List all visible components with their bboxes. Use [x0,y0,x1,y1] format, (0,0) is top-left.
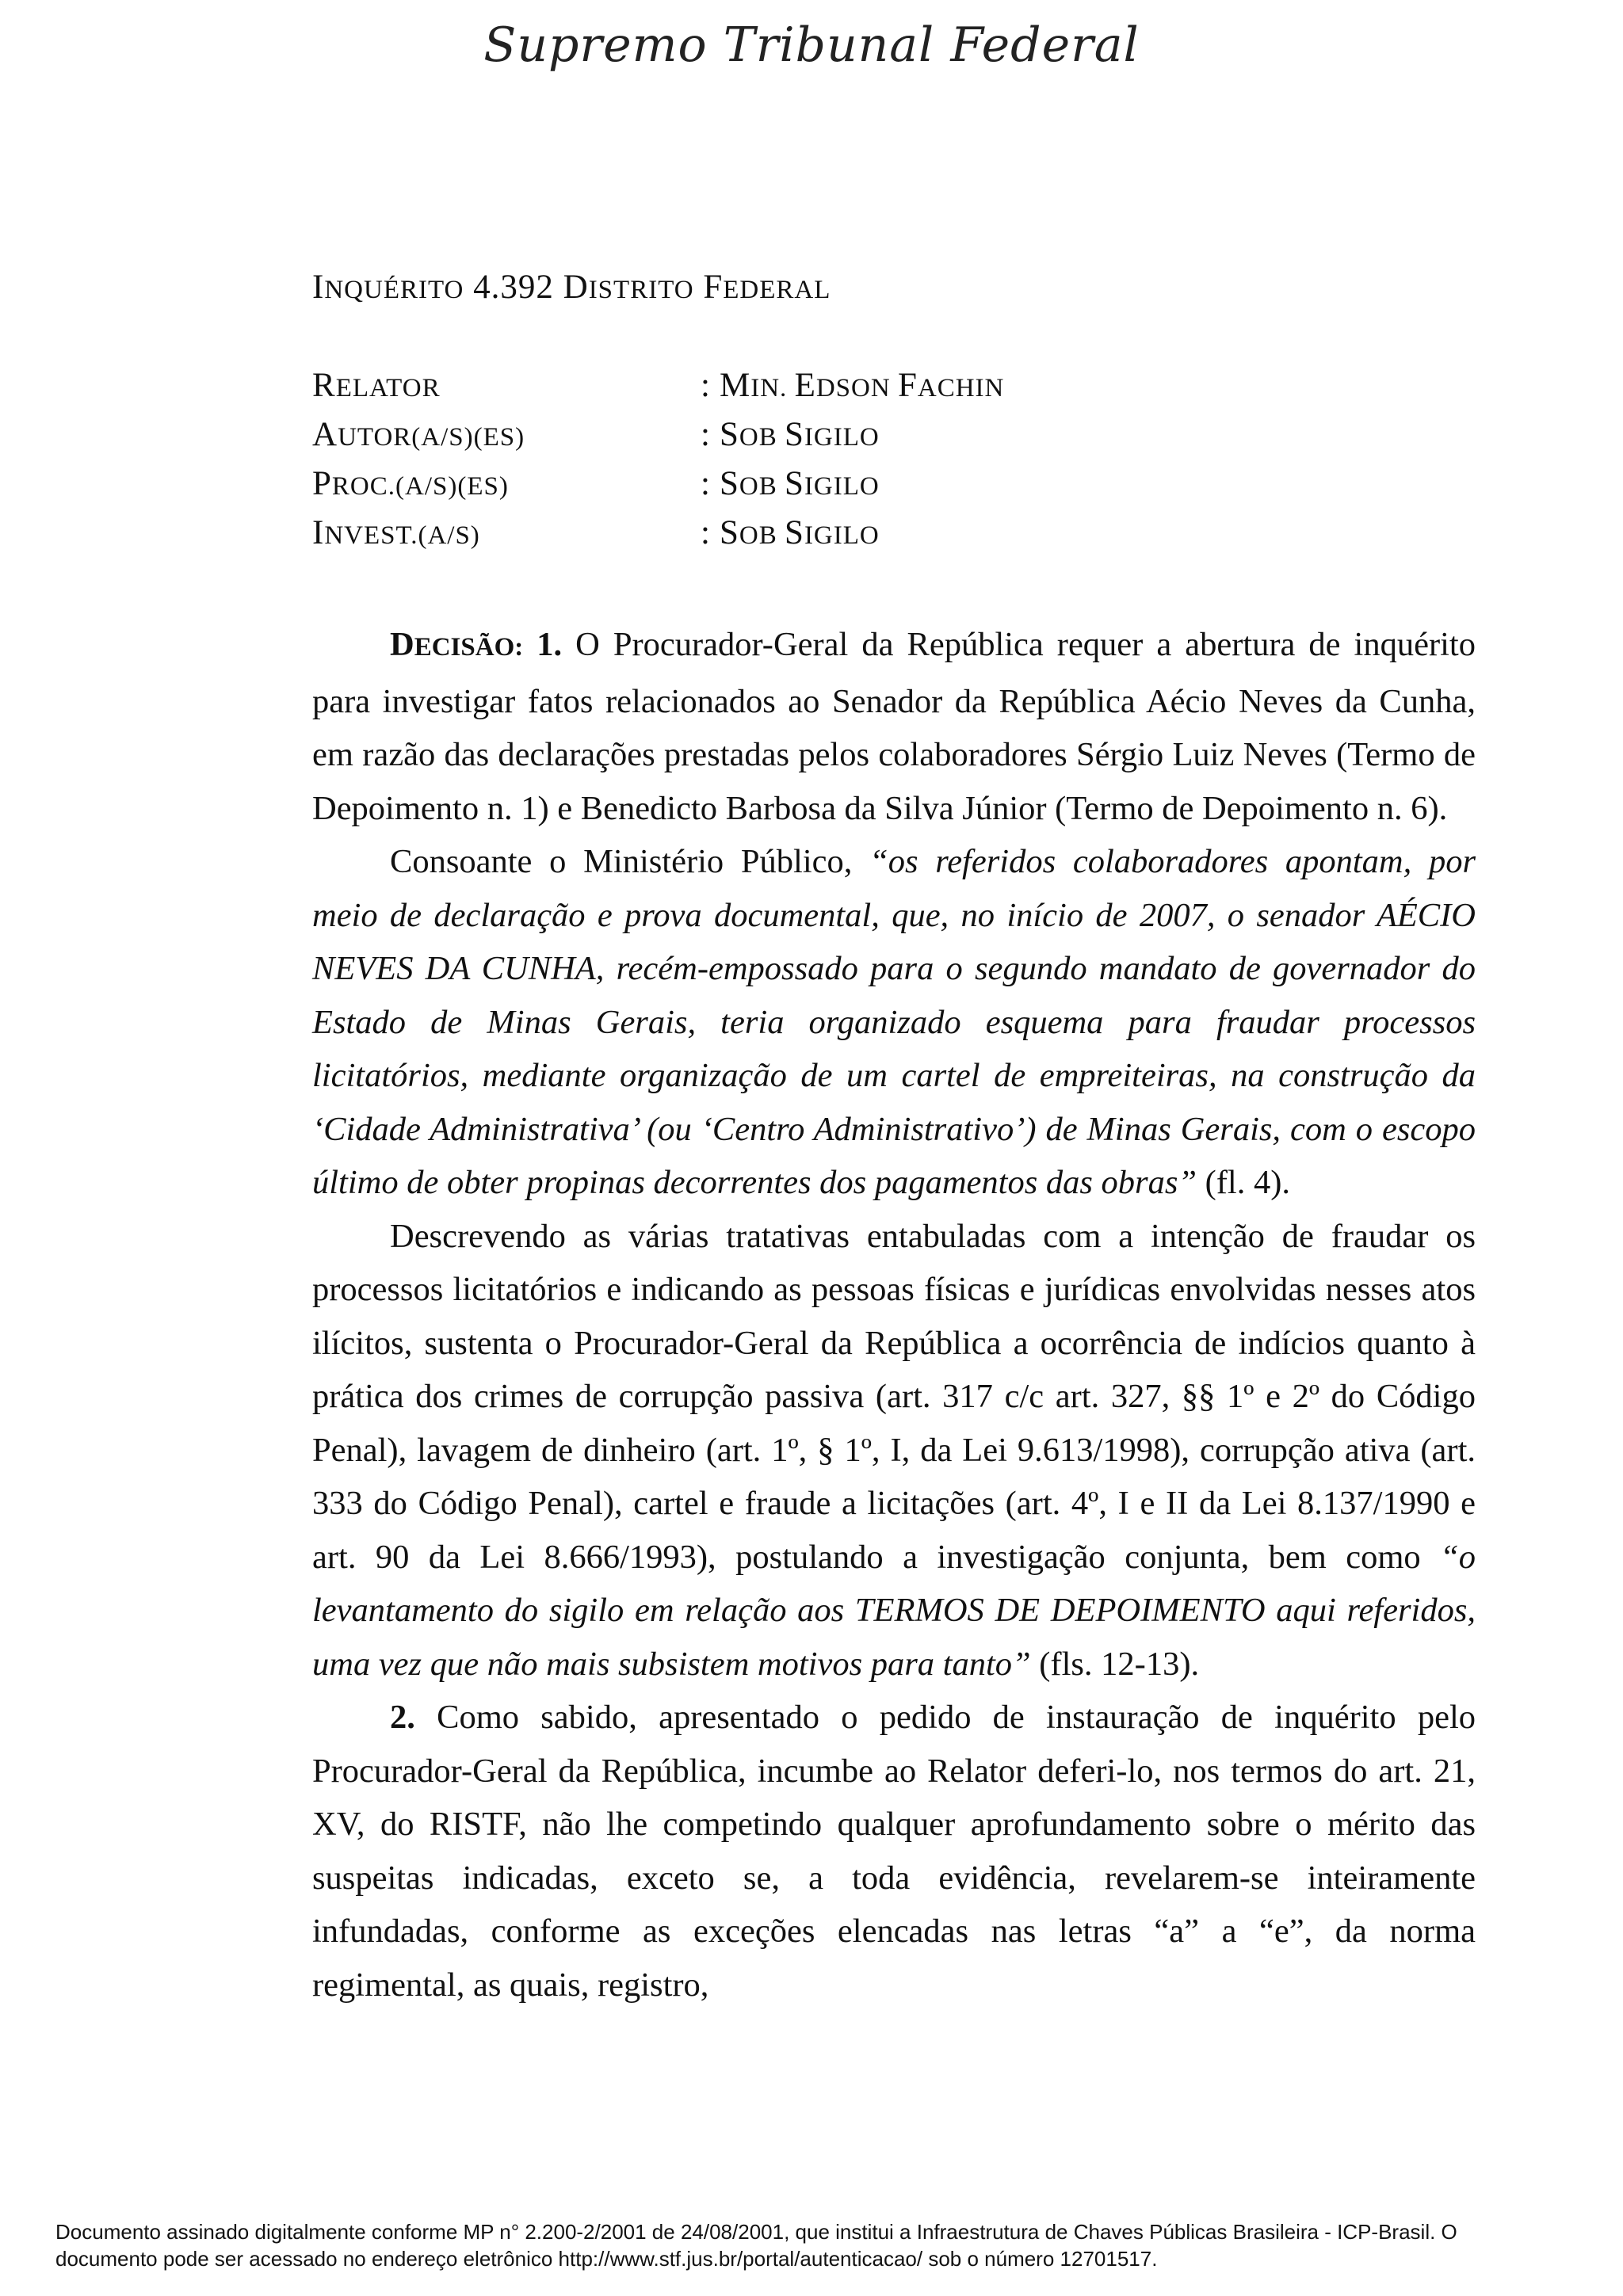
title-initial: I [312,269,325,306]
place2-rest: EDERAL [723,276,831,304]
party-row-autor [312,415,1004,464]
digital-signature-footer [55,2218,1569,2272]
party-value: MIN. EDSON FACHIN [720,367,1005,404]
footer-line-2: documento pode ser acessado no endereço eletrônico http://www.stf.jus.br/portal/autenticacao/ sob o número 12701517. [55,2247,1158,2271]
party-role-rest: UTOR(A/S)(ES) [338,423,525,452]
party-role-rest: ROC.(A/S)(ES) [331,472,509,501]
party-value: SOB SIGILO [720,514,880,551]
decision-body [312,618,1476,2012]
party-role-initial: P [312,465,332,502]
party-role-rest: ELATOR [335,374,441,402]
paragraph-1: DECISÃO: 1. O Procurador-Geral da República requer a abertura de inquérito para investigar fatos relacionados ao Senador da República Aécio Neves da Cunha, em razão das declarações prestadas pelos colaboradores Sérgio Luiz Neves (Termo de Depoimento n. 1) e Benedicto Barbosa da Silva Júnior (Termo de Depoimento n. 6). [312,626,1476,827]
party-row-invest [312,513,1004,563]
title-rest: NQUÉRITO [324,276,464,304]
party-value: SOB SIGILO [720,416,880,453]
party-value: SOB SIGILO [720,465,880,502]
party-row-proc [312,464,1004,513]
party-role-initial: R [312,367,336,404]
party-role-rest: NVEST.(A/S) [324,521,480,550]
court-header: Supremo Tribunal Federal [483,17,1140,73]
footer-line-1: Documento assinado digitalmente conforme MP n° 2.200-2/2001 de 24/08/2001, que institui a Infraestrutura de Chaves Públicas Brasileira - ICP-Brasil. O [55,2220,1457,2244]
case-title [312,268,831,307]
party-role-initial: I [312,514,325,551]
place-rest: ISTRITO [588,276,694,304]
party-colon: : [701,465,710,502]
party-colon: : [701,416,710,453]
paragraph-2: Consoante o Ministério Público, “os referidos colaboradores apontam, por meio de declaração e prova documental, que, no início de 2007, o senador AÉCIO NEVES DA CUNHA, recém-empossado para o segundo mandato de governador do Estado de Minas Gerais, teria organizado esquema para fraudar processos licitatórios, mediante organização de um cartel de empreiteiras, na construção da ‘Cidade Administrativa’ (ou ‘Centro Administrativo’) de Minas Gerais, com o escopo último de obter propinas decorrentes dos pagamentos das obras” (fl. 4). [312,843,1476,1201]
paragraph-4: 2. Como sabido, apresentado o pedido de instauração de inquérito pelo Procurador-Geral da República, incumbe ao Relator deferi-lo, nos termos do art. 21, XV, do RISTF, não lhe competindo qualquer aprofundamento sobre o mérito das suspeitas indicadas, exceto se, a toda evidência, revelarem-se inteiramente infundadas, conforme as exceções elencadas nas letras “a” a “e”, da norma regimental, as quais, registro, [312,1699,1476,2004]
decision-label: DECISÃO: 1. [390,626,563,663]
party-row-relator [312,366,1004,415]
place-initial: D [563,269,589,306]
paragraph-3: Descrevendo as várias tratativas entabuladas com a intenção de fraudar os processos licitatórios e indicando as pessoas físicas e jurídicas envolvidas nesses atos ilícitos, sustenta o Procurador-Geral da República a ocorrência de indícios quanto à prática dos crimes de corrupção passiva (art. 317 c/c art. 327, §§ 1º e 2º do Código Penal), lavagem de dinheiro (art. 1º, § 1º, I, da Lei 9.613/1998), corrupção ativa (art. 333 do Código Penal), cartel e fraude a licitações (art. 4º, I e II da Lei 8.137/1990 e art. 90 da Lei 8.666/1993), postulando a investigação conjunta, bem como “o levantamento do sigilo em relação aos TERMOS DE DEPOIMENTO aqui referidos, uma vez que não mais subsistem motivos para tanto” (fls. 12-13). [312,1217,1476,1683]
place2-initial: F [693,269,724,306]
party-colon: : [701,514,710,551]
party-role-initial: A [312,416,338,453]
case-number: 4.392 [464,269,563,306]
parties-table [312,366,1004,563]
party-colon: : [701,367,710,404]
